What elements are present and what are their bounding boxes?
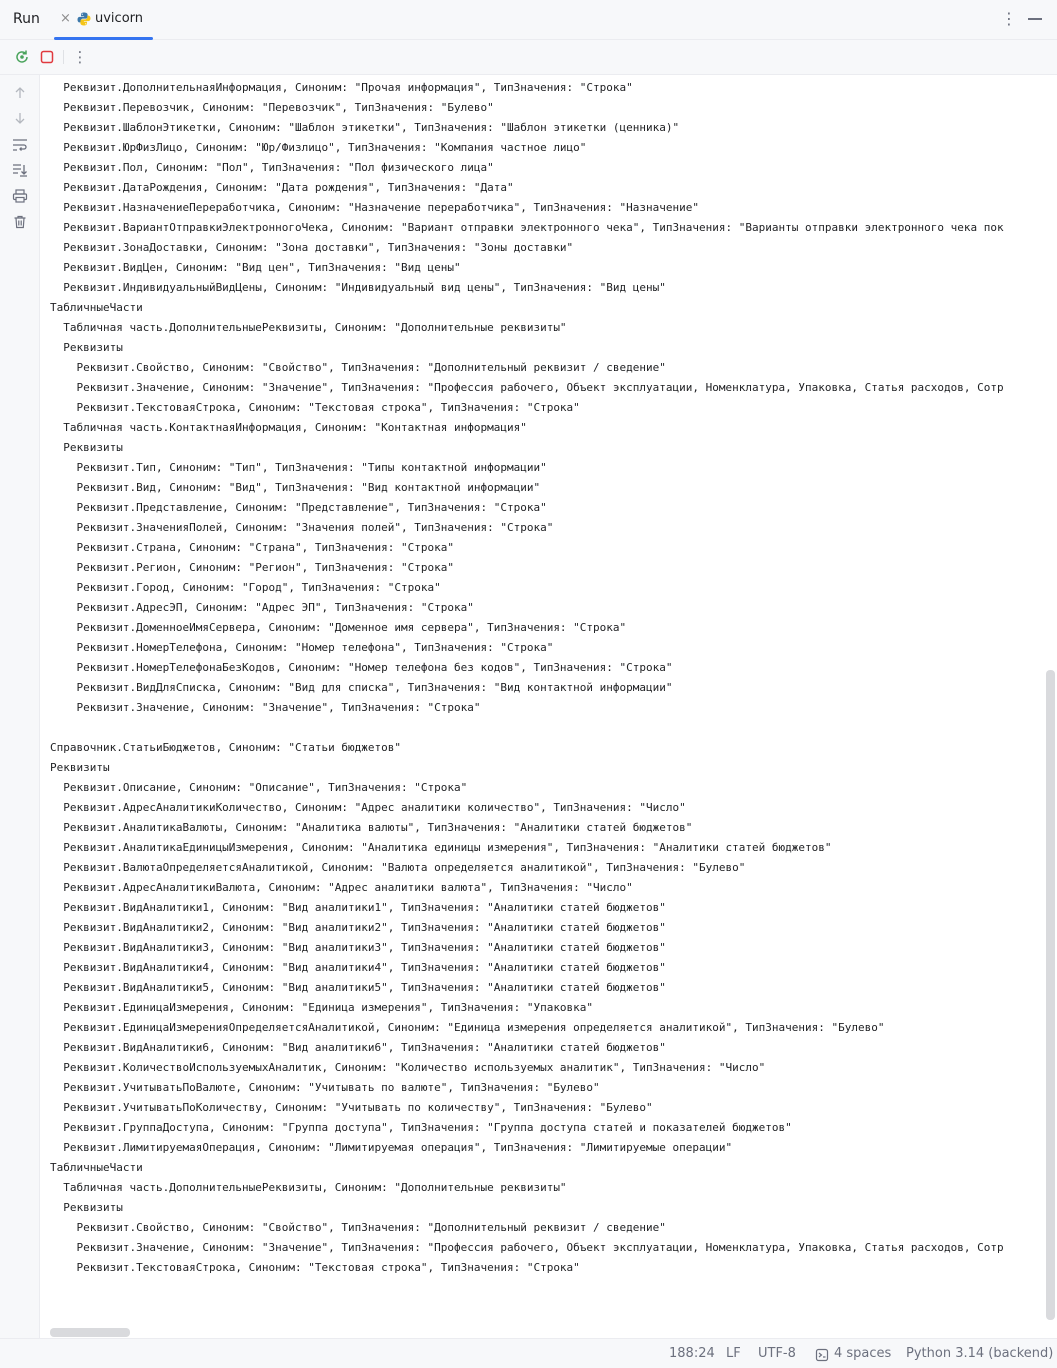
soft-wrap-icon[interactable]: [11, 136, 29, 154]
arrow-up-icon[interactable]: [11, 84, 29, 102]
minimize-icon[interactable]: [1028, 18, 1042, 20]
vertical-scrollbar[interactable]: [1046, 670, 1055, 1320]
console-line: Реквизит.Город, Синоним: "Город", ТипЗначения: "Строка": [50, 581, 441, 594]
console-line: Реквизит.ЕдиницаИзмерения, Синоним: "Единица измерения", ТипЗначения: "Упаковка": [50, 1001, 594, 1014]
console-line: Реквизит.ВидЦен, Синоним: "Вид цен", ТипЗначения: "Вид цены": [50, 261, 461, 274]
console-line: Реквизит.ЗонаДоставки, Синоним: "Зона доставки", ТипЗначения: "Зоны доставки": [50, 241, 574, 254]
python-interpreter[interactable]: Python 3.14 (backend): [906, 1346, 1054, 1361]
stop-icon[interactable]: [38, 48, 56, 66]
console-side-toolbar: [0, 75, 40, 1338]
console-line: Реквизит.УчитыватьПоКоличеству, Синоним: "Учитывать по количеству", ТипЗначения: "Булево": [50, 1101, 653, 1114]
console-line: Реквизит.АдресАналитикиВалюта, Синоним: "Адрес аналитики валюта", ТипЗначения: "Число": [50, 881, 633, 894]
console-line: Табличная часть.КонтактнаяИнформация, Синоним: "Контактная информация": [50, 421, 527, 434]
console-line: Табличная часть.ДополнительныеРеквизиты, Синоним: "Дополнительные реквизиты": [50, 321, 567, 334]
console-line: Реквизит.Перевозчик, Синоним: "Перевозчик", ТипЗначения: "Булево": [50, 101, 494, 114]
console-line: Реквизит.АналитикаВалюты, Синоним: "Аналитика валюты", ТипЗначения: "Аналитики статей бюджетов": [50, 821, 693, 834]
console-line: Реквизит.АналитикаЕдиницыИзмерения, Синоним: "Аналитика единицы измерения", ТипЗначения: "Аналитики статей бюджетов": [50, 841, 832, 854]
console-line: Реквизит.Значение, Синоним: "Значение", ТипЗначения: "Профессия рабочего, Объект эксплуатации, Номенклатура, Упаковка, Статья расходов, Сотр: [50, 381, 1004, 394]
console-line: Реквизит.Значение, Синоним: "Значение", ТипЗначения: "Профессия рабочего, Объект эксплуатации, Номенклатура, Упаковка, Статья расходов, Сотр: [50, 1241, 1004, 1254]
console-line: Реквизит.КоличествоИспользуемыхАналитик, Синоним: "Количество используемых аналитик", ТипЗначения: "Число": [50, 1061, 766, 1074]
console-line: Реквизит.Значение, Синоним: "Значение", ТипЗначения: "Строка": [50, 701, 481, 714]
rerun-icon[interactable]: [13, 48, 31, 66]
tab-label: uvicorn: [95, 11, 144, 26]
status-bar: [0, 1338, 1057, 1368]
tool-window-title: Run: [13, 11, 40, 27]
console-line: Реквизит.ВидАналитики2, Синоним: "Вид аналитики2", ТипЗначения: "Аналитики статей бюджетов": [50, 921, 666, 934]
console-line: Реквизит.ВидДляСписка, Синоним: "Вид для списка", ТипЗначения: "Вид контактной информации": [50, 681, 673, 694]
console-line: Реквизит.ВалютаОпределяетсяАналитикой, Синоним: "Валюта определяется аналитикой", ТипЗначения: "Булево": [50, 861, 746, 874]
more-vertical-icon[interactable]: ⋮: [72, 48, 88, 66]
console-line: ТабличныеЧасти: [50, 301, 143, 314]
console-line: Реквизит.ДатаРождения, Синоним: "Дата рождения", ТипЗначения: "Дата": [50, 181, 514, 194]
console-line: Реквизит.ГруппаДоступа, Синоним: "Группа доступа", ТипЗначения: "Группа доступа статей и показателей бюджетов": [50, 1121, 792, 1134]
arrow-down-icon[interactable]: [11, 109, 29, 127]
console-line: Реквизит.Представление, Синоним: "Представление", ТипЗначения: "Строка": [50, 501, 547, 514]
console-line: Реквизит.Регион, Синоним: "Регион", ТипЗначения: "Строка": [50, 561, 454, 574]
close-icon[interactable]: ×: [60, 11, 71, 26]
console-line: Реквизит.Вид, Синоним: "Вид", ТипЗначения: "Вид контактной информации": [50, 481, 541, 494]
horizontal-scrollbar[interactable]: [50, 1328, 130, 1337]
console-line: ТабличныеЧасти: [50, 1161, 143, 1174]
trash-icon[interactable]: [11, 213, 29, 231]
toolbar-separator: [63, 50, 64, 64]
console-line: Реквизит.ВидАналитики3, Синоним: "Вид аналитики3", ТипЗначения: "Аналитики статей бюджетов": [50, 941, 666, 954]
scroll-to-end-icon[interactable]: [11, 161, 29, 179]
console-line: Реквизит.ЮрФизЛицо, Синоним: "Юр/Физлицо", ТипЗначения: "Компания частное лицо": [50, 141, 587, 154]
indent-setting[interactable]: 4 spaces: [834, 1346, 892, 1361]
console-line: Реквизиты: [50, 1201, 123, 1214]
console-line: Реквизит.ДоменноеИмяСервера, Синоним: "Доменное имя сервера", ТипЗначения: "Строка": [50, 621, 627, 634]
console-line: Реквизит.Пол, Синоним: "Пол", ТипЗначения: "Пол физического лица": [50, 161, 494, 174]
console-line: Реквизит.Описание, Синоним: "Описание", ТипЗначения: "Строка": [50, 781, 468, 794]
run-toolbar: [0, 40, 1057, 75]
tab-uvicorn[interactable]: [54, 0, 153, 40]
console-line: Реквизит.Свойство, Синоним: "Свойство", ТипЗначения: "Дополнительный реквизит / сведение": [50, 361, 666, 374]
indent-icon: [815, 1347, 829, 1361]
console-line: Справочник.СтатьиБюджетов, Синоним: "Статьи бюджетов": [50, 741, 401, 754]
console-line: Реквизит.ТекстоваяСтрока, Синоним: "Текстовая строка", ТипЗначения: "Строка": [50, 1261, 580, 1274]
console-line: Реквизит.НомерТелефона, Синоним: "Номер телефона", ТипЗначения: "Строка": [50, 641, 554, 654]
console-line: Реквизит.ВидАналитики6, Синоним: "Вид аналитики6", ТипЗначения: "Аналитики статей бюджетов": [50, 1041, 666, 1054]
console-line: Реквизит.ВидАналитики5, Синоним: "Вид аналитики5", ТипЗначения: "Аналитики статей бюджетов": [50, 981, 666, 994]
console-line: Реквизит.ЛимитируемаяОперация, Синоним: "Лимитируемая операция", ТипЗначения: "Лимитируемые операции": [50, 1141, 733, 1154]
console-line: Реквизит.ШаблонЭтикетки, Синоним: "Шаблон этикетки", ТипЗначения: "Шаблон этикетки (ценника)": [50, 121, 680, 134]
console-line: Реквизит.НомерТелефонаБезКодов, Синоним: "Номер телефона без кодов", ТипЗначения: "Строка": [50, 661, 673, 674]
console-line: Реквизит.Свойство, Синоним: "Свойство", ТипЗначения: "Дополнительный реквизит / сведение": [50, 1221, 666, 1234]
more-vertical-icon[interactable]: ⋮: [1001, 9, 1017, 28]
console-line: Реквизит.АдресЭП, Синоним: "Адрес ЭП", ТипЗначения: "Строка": [50, 601, 474, 614]
console-line: Реквизит.ЗначенияПолей, Синоним: "Значения полей", ТипЗначения: "Строка": [50, 521, 554, 534]
console-line: Реквизит.НазначениеПереработчика, Синоним: "Назначение переработчика", ТипЗначения: "Назначение": [50, 201, 700, 214]
console-line: Реквизиты: [50, 341, 123, 354]
console-line: Реквизит.ДополнительнаяИнформация, Синоним: "Прочая информация", ТипЗначения: "Строка": [50, 81, 633, 94]
console-line: Реквизит.ЕдиницаИзмеренияОпределяетсяАналитикой, Синоним: "Единица измерения определяется аналитикой", ТипЗначения: "Булево": [50, 1021, 885, 1034]
python-icon: [76, 11, 92, 27]
console-line: Реквизит.ТекстоваяСтрока, Синоним: "Текстовая строка", ТипЗначения: "Строка": [50, 401, 580, 414]
console-line: Реквизит.ВидАналитики1, Синоним: "Вид аналитики1", ТипЗначения: "Аналитики статей бюджетов": [50, 901, 666, 914]
console-line: Реквизит.АдресАналитикиКоличество, Синоним: "Адрес аналитики количество", ТипЗначения: "Число": [50, 801, 686, 814]
console-line: Реквизит.УчитыватьПоВалюте, Синоним: "Учитывать по валюте", ТипЗначения: "Булево": [50, 1081, 600, 1094]
file-encoding[interactable]: UTF-8: [758, 1346, 796, 1361]
print-icon[interactable]: [11, 187, 29, 205]
console-line: Реквизит.ВариантОтправкиЭлектронногоЧека, Синоним: "Вариант отправки электронного чека", ТипЗначения: "Варианты отправки электронного чека пок: [50, 221, 1004, 234]
line-separator[interactable]: LF: [726, 1346, 741, 1361]
console-line: Реквизиты: [50, 761, 110, 774]
caret-position[interactable]: 188:24: [669, 1346, 715, 1361]
console-line: Реквизит.Тип, Синоним: "Тип", ТипЗначения: "Типы контактной информации": [50, 461, 547, 474]
tool-window-header: [0, 0, 1057, 40]
console-output[interactable]: [41, 75, 1045, 1338]
console-line: Табличная часть.ДополнительныеРеквизиты, Синоним: "Дополнительные реквизиты": [50, 1181, 567, 1194]
console-line: Реквизит.Страна, Синоним: "Страна", ТипЗначения: "Строка": [50, 541, 454, 554]
console-line: Реквизиты: [50, 441, 123, 454]
console-line: Реквизит.ИндивидуальныйВидЦены, Синоним: "Индивидуальный вид цены", ТипЗначения: "Вид цены": [50, 281, 666, 294]
console-line: Реквизит.ВидАналитики4, Синоним: "Вид аналитики4", ТипЗначения: "Аналитики статей бюджетов": [50, 961, 666, 974]
